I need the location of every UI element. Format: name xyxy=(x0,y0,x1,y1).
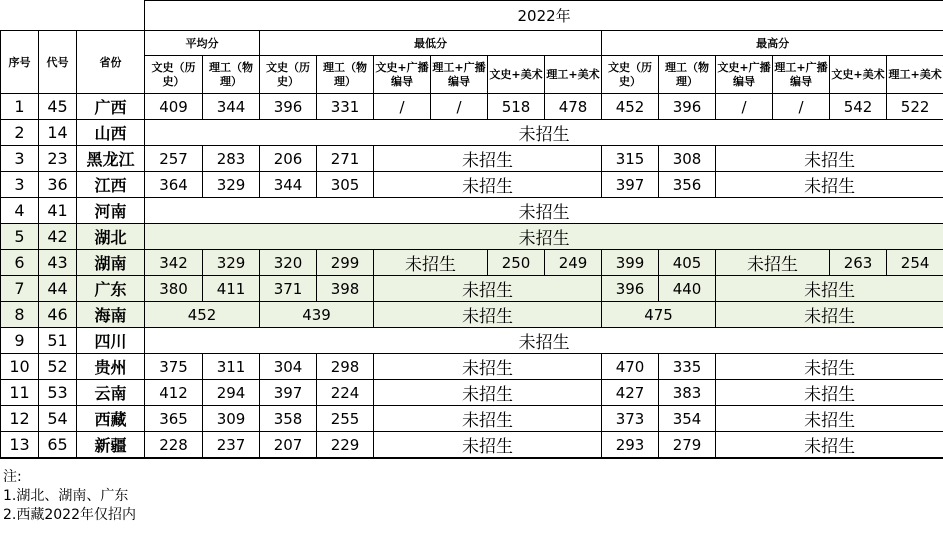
row-province: 云南 xyxy=(77,380,145,406)
avg-ligong: 411 xyxy=(203,276,260,302)
avg-wenshi: 412 xyxy=(145,380,203,406)
row-code: 42 xyxy=(39,224,77,250)
avg-ligong: 329 xyxy=(203,250,260,276)
row-index: 13 xyxy=(1,432,39,459)
row-code: 46 xyxy=(39,302,77,328)
row-province: 江西 xyxy=(77,172,145,198)
max-wenshi: 470 xyxy=(602,354,659,380)
table-row xyxy=(1,250,943,276)
min-ligong: 298 xyxy=(317,354,374,380)
avg-wenshi: 228 xyxy=(145,432,203,459)
table-row xyxy=(1,354,943,380)
sub-header-ligong: 理工（物理） xyxy=(659,56,716,94)
row-index: 10 xyxy=(1,354,39,380)
min-ligong: 331 xyxy=(317,94,374,120)
col-province-header: 省份 xyxy=(77,31,145,94)
table-row xyxy=(1,120,943,146)
min-ligong: 299 xyxy=(317,250,374,276)
avg-merged: 452 xyxy=(145,302,260,328)
row-index: 3 xyxy=(1,172,39,198)
header-blank xyxy=(1,1,145,31)
min-not-enrolled: 未招生 xyxy=(374,146,602,172)
row-index: 1 xyxy=(1,94,39,120)
row-province: 四川 xyxy=(77,328,145,354)
row-province: 贵州 xyxy=(77,354,145,380)
max-ligong-ms: 254 xyxy=(887,250,943,276)
min-wenshi-ms: 250 xyxy=(488,250,545,276)
year-header: 2022年 xyxy=(145,1,943,31)
row-index: 12 xyxy=(1,406,39,432)
max-ligong: 335 xyxy=(659,354,716,380)
max-wenshi-ms: 263 xyxy=(830,250,887,276)
min-wenshi-ms: 518 xyxy=(488,94,545,120)
avg-ligong: 329 xyxy=(203,172,260,198)
max-ligong: 405 xyxy=(659,250,716,276)
max-ligong: 440 xyxy=(659,276,716,302)
sub-header-wenshi-gb: 文史+广播编导 xyxy=(374,56,431,94)
max-wenshi: 396 xyxy=(602,276,659,302)
row-province: 西藏 xyxy=(77,406,145,432)
min-wenshi: 320 xyxy=(260,250,317,276)
table-row xyxy=(1,94,943,120)
min-ligong: 224 xyxy=(317,380,374,406)
min-wenshi: 344 xyxy=(260,172,317,198)
max-not-enrolled: 未招生 xyxy=(716,276,943,302)
row-index: 3 xyxy=(1,146,39,172)
row-province: 广西 xyxy=(77,94,145,120)
max-ligong: 354 xyxy=(659,406,716,432)
avg-wenshi: 380 xyxy=(145,276,203,302)
max-ligong: 383 xyxy=(659,380,716,406)
row-code: 53 xyxy=(39,380,77,406)
sub-header-ligong-gb: 理工+广播编导 xyxy=(431,56,488,94)
avg-wenshi: 409 xyxy=(145,94,203,120)
row-province: 海南 xyxy=(77,302,145,328)
row-index: 2 xyxy=(1,120,39,146)
row-index: 6 xyxy=(1,250,39,276)
max-wenshi: 315 xyxy=(602,146,659,172)
table-row xyxy=(1,198,943,224)
row-code: 52 xyxy=(39,354,77,380)
min-ligong-gb: / xyxy=(431,94,488,120)
min-ligong-ms: 249 xyxy=(545,250,602,276)
row-code: 51 xyxy=(39,328,77,354)
not-enrolled: 未招生 xyxy=(145,120,943,146)
min-wenshi: 206 xyxy=(260,146,317,172)
row-code: 41 xyxy=(39,198,77,224)
sub-header-ligong-ms: 理工+美术 xyxy=(887,56,943,94)
table-row xyxy=(1,380,943,406)
max-not-enrolled: 未招生 xyxy=(716,302,943,328)
row-province: 河南 xyxy=(77,198,145,224)
sub-header-ligong: 理工（物理） xyxy=(203,56,260,94)
max-gb-not-enrolled: 未招生 xyxy=(716,250,830,276)
sub-header-wenshi: 文史（历史） xyxy=(602,56,659,94)
table-row xyxy=(1,432,943,459)
row-index: 4 xyxy=(1,198,39,224)
min-not-enrolled: 未招生 xyxy=(374,432,602,459)
row-code: 54 xyxy=(39,406,77,432)
row-index: 7 xyxy=(1,276,39,302)
sub-header-wenshi-ms: 文史+美术 xyxy=(830,56,887,94)
row-index: 11 xyxy=(1,380,39,406)
max-not-enrolled: 未招生 xyxy=(716,406,943,432)
not-enrolled: 未招生 xyxy=(145,198,943,224)
table-row xyxy=(1,146,943,172)
max-ligong-ms: 522 xyxy=(887,94,943,120)
row-province: 湖南 xyxy=(77,250,145,276)
max-wenshi: 427 xyxy=(602,380,659,406)
max-not-enrolled: 未招生 xyxy=(716,172,943,198)
avg-ligong: 294 xyxy=(203,380,260,406)
table-row xyxy=(1,172,943,198)
table-row xyxy=(1,406,943,432)
row-code: 45 xyxy=(39,94,77,120)
row-index: 9 xyxy=(1,328,39,354)
min-wenshi-gb: / xyxy=(374,94,431,120)
min-ligong: 271 xyxy=(317,146,374,172)
avg-wenshi: 375 xyxy=(145,354,203,380)
sub-header-wenshi-gb: 文史+广播编导 xyxy=(716,56,773,94)
row-province: 新疆 xyxy=(77,432,145,459)
row-province: 山西 xyxy=(77,120,145,146)
max-wenshi-ms: 542 xyxy=(830,94,887,120)
max-wenshi-gb: / xyxy=(716,94,773,120)
min-merged: 439 xyxy=(260,302,374,328)
min-not-enrolled: 未招生 xyxy=(374,172,602,198)
row-province: 广东 xyxy=(77,276,145,302)
row-code: 23 xyxy=(39,146,77,172)
avg-wenshi: 364 xyxy=(145,172,203,198)
min-not-enrolled: 未招生 xyxy=(374,302,602,328)
min-ligong-ms: 478 xyxy=(545,94,602,120)
min-not-enrolled: 未招生 xyxy=(374,380,602,406)
notes-line-2: 2.西藏2022年仅招内 xyxy=(3,507,136,523)
group-min-header: 最低分 xyxy=(260,31,602,56)
group-avg-header: 平均分 xyxy=(145,31,260,56)
max-ligong: 356 xyxy=(659,172,716,198)
row-code: 14 xyxy=(39,120,77,146)
min-ligong: 398 xyxy=(317,276,374,302)
col-index-header: 序号 xyxy=(1,31,39,94)
row-index: 5 xyxy=(1,224,39,250)
avg-ligong: 344 xyxy=(203,94,260,120)
min-wenshi: 358 xyxy=(260,406,317,432)
min-ligong: 305 xyxy=(317,172,374,198)
min-wenshi: 396 xyxy=(260,94,317,120)
row-code: 36 xyxy=(39,172,77,198)
max-not-enrolled: 未招生 xyxy=(716,354,943,380)
row-code: 65 xyxy=(39,432,77,459)
row-code: 43 xyxy=(39,250,77,276)
min-ligong: 229 xyxy=(317,432,374,459)
sub-header-wenshi: 文史（历史） xyxy=(145,56,203,94)
min-ligong: 255 xyxy=(317,406,374,432)
avg-ligong: 283 xyxy=(203,146,260,172)
not-enrolled: 未招生 xyxy=(145,224,943,250)
sub-header-wenshi: 文史（历史） xyxy=(260,56,317,94)
notes-title: 注: xyxy=(3,469,22,485)
max-merged: 475 xyxy=(602,302,716,328)
notes xyxy=(3,468,136,525)
max-not-enrolled: 未招生 xyxy=(716,380,943,406)
max-wenshi: 397 xyxy=(602,172,659,198)
sub-header-wenshi-ms: 文史+美术 xyxy=(488,56,545,94)
avg-ligong: 309 xyxy=(203,406,260,432)
max-ligong: 396 xyxy=(659,94,716,120)
sub-header-ligong-gb: 理工+广播编导 xyxy=(773,56,830,94)
min-wenshi: 371 xyxy=(260,276,317,302)
max-wenshi: 399 xyxy=(602,250,659,276)
max-ligong-gb: / xyxy=(773,94,830,120)
col-code-header: 代号 xyxy=(39,31,77,94)
avg-ligong: 311 xyxy=(203,354,260,380)
table-row xyxy=(1,276,943,302)
table-row xyxy=(1,328,943,354)
avg-wenshi: 257 xyxy=(145,146,203,172)
notes-line-1: 1.湖北、湖南、广东 xyxy=(3,488,129,504)
min-wenshi: 304 xyxy=(260,354,317,380)
row-code: 44 xyxy=(39,276,77,302)
table-row xyxy=(1,224,943,250)
max-wenshi: 293 xyxy=(602,432,659,459)
row-index: 8 xyxy=(1,302,39,328)
min-not-enrolled: 未招生 xyxy=(374,406,602,432)
sub-header-ligong-ms: 理工+美术 xyxy=(545,56,602,94)
max-ligong: 308 xyxy=(659,146,716,172)
avg-wenshi: 365 xyxy=(145,406,203,432)
min-not-enrolled: 未招生 xyxy=(374,354,602,380)
not-enrolled: 未招生 xyxy=(145,328,943,354)
row-province: 黑龙江 xyxy=(77,146,145,172)
avg-ligong: 237 xyxy=(203,432,260,459)
group-max-header: 最高分 xyxy=(602,31,943,56)
row-province: 湖北 xyxy=(77,224,145,250)
max-wenshi: 373 xyxy=(602,406,659,432)
max-not-enrolled: 未招生 xyxy=(716,146,943,172)
min-not-enrolled: 未招生 xyxy=(374,276,602,302)
table-row xyxy=(1,302,943,328)
avg-wenshi: 342 xyxy=(145,250,203,276)
max-not-enrolled: 未招生 xyxy=(716,432,943,459)
min-wenshi: 397 xyxy=(260,380,317,406)
max-ligong: 279 xyxy=(659,432,716,459)
min-gb-not-enrolled: 未招生 xyxy=(374,250,488,276)
sub-header-ligong: 理工（物理） xyxy=(317,56,374,94)
min-wenshi: 207 xyxy=(260,432,317,459)
max-wenshi: 452 xyxy=(602,94,659,120)
